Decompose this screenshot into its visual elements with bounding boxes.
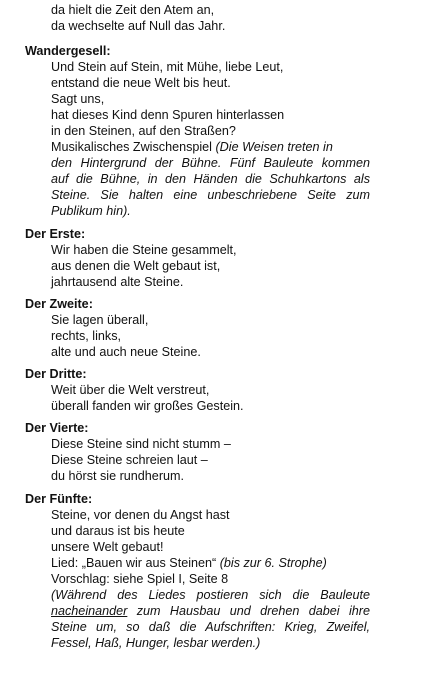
final-stage-direction-rest: zum Hausbau und drehen dabei ihre [136, 604, 370, 618]
stage-direction: den Hintergrund der Bühne. Fünf Bauleute kommen [51, 156, 370, 170]
song-note: (bis zur 6. Strophe) [219, 556, 327, 570]
stage-direction: Steine. Sie halten eine unbeschriebene Seite zum [51, 188, 370, 202]
final-stage-direction: Steine um, so daß die Aufschriften: Krieg, Zweifel, [51, 620, 370, 634]
interlude-label: Musikalisches Zwischenspiel [51, 140, 212, 154]
verse-line: und daraus ist bis heute [51, 524, 185, 538]
final-stage-direction: Fessel, Haß, Hunger, lesbar werden.) [51, 636, 261, 650]
verse-line: Sagt uns, [51, 92, 105, 106]
verse-line: entstand die neue Welt bis heut. [51, 76, 231, 90]
interlude-line [51, 139, 333, 155]
final-stage-direction [51, 603, 370, 619]
stage-direction: auf die Bühne, in den Händen die Schuhkartons als [51, 172, 370, 186]
speaker-dritte: Der Dritte: [25, 367, 87, 381]
verse-line: Diese Steine schreien laut – [51, 453, 208, 467]
verse-line: Diese Steine sind nicht stumm – [51, 437, 231, 451]
final-stage-direction: (Während des Liedes postieren sich die Bauleute [51, 588, 370, 602]
stage-direction: Publikum hin). [51, 204, 131, 218]
speaker-wandergesell: Wandergesell: [25, 44, 111, 58]
underlined-word: nacheinander [51, 604, 128, 618]
verse-line: Wir haben die Steine gesammelt, [51, 243, 237, 257]
verse-line: unsere Welt gebaut! [51, 540, 164, 554]
speaker-zweite: Der Zweite: [25, 297, 93, 311]
verse-line: du hörst sie rundherum. [51, 469, 185, 483]
verse-line: in den Steinen, auf den Straßen? [51, 124, 236, 138]
verse-line: alte und auch neue Steine. [51, 345, 201, 359]
opening-line: da hielt die Zeit den Atem an, [51, 3, 215, 17]
verse-line: jahrtausend alte Steine. [51, 275, 184, 289]
song-label: Lied: „Bauen wir aus Steinen“ [51, 556, 217, 570]
song-line [51, 555, 327, 571]
speaker-vierte: Der Vierte: [25, 421, 89, 435]
verse-line: hat dieses Kind denn Spuren hinterlassen [51, 108, 285, 122]
verse-line: Steine, vor denen du Angst hast [51, 508, 230, 522]
verse-line: Sie lagen überall, [51, 313, 149, 327]
verse-line: überall fanden wir großes Gestein. [51, 399, 244, 413]
suggestion-line: Vorschlag: siehe Spiel I, Seite 8 [51, 572, 229, 586]
stage-direction: (Die Weisen treten in [215, 140, 333, 154]
speaker-erste: Der Erste: [25, 227, 86, 241]
verse-line: rechts, links, [51, 329, 121, 343]
verse-line: Und Stein auf Stein, mit Mühe, liebe Leut, [51, 60, 284, 74]
verse-line: aus denen die Welt gebaut ist, [51, 259, 221, 273]
speaker-fuenfte: Der Fünfte: [25, 492, 93, 506]
opening-line: da wechselte auf Null das Jahr. [51, 19, 226, 33]
verse-line: Weit über die Welt verstreut, [51, 383, 210, 397]
